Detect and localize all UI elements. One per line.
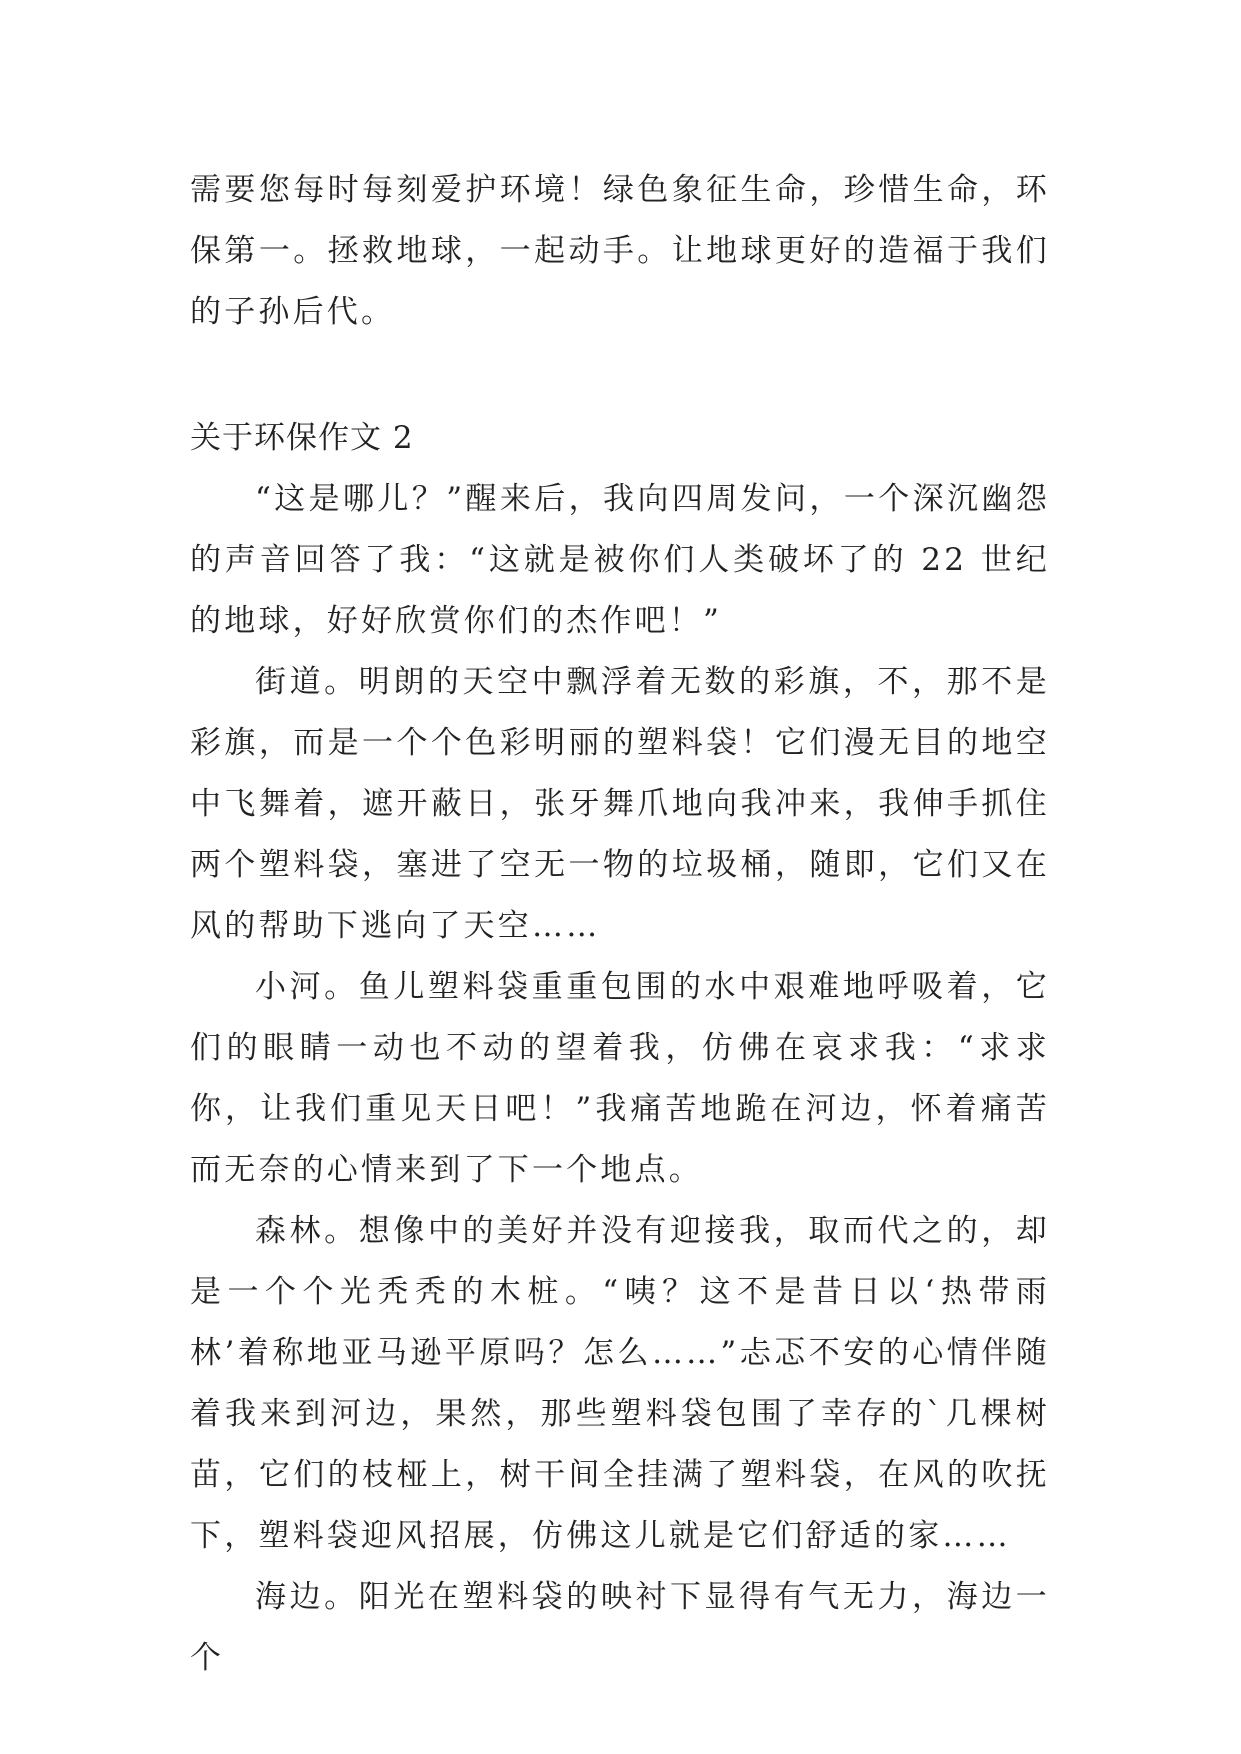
section-title: 关于环保作文 2: [190, 420, 414, 456]
document-body: [190, 160, 1050, 1689]
paragraph-wake-up: “这是哪儿？”醒来后，我向四周发问，一个深沉幽怨的声音回答了我：“这就是被你们人类破坏了的 22 世纪的地球，好好欣赏你们的杰作吧！”: [190, 481, 1050, 639]
intro-paragraph: 需要您每时每刻爱护环境！绿色象征生命，珍惜生命，环保第一。拯救地球，一起动手。让地球更好的造福于我们的子孙后代。: [190, 172, 1050, 330]
paragraph-street: 街道。明朗的天空中飘浮着无数的彩旗，不，那不是彩旗，而是一个个色彩明丽的塑料袋！它们漫无目的地空中飞舞着，遮开蔽日，张牙舞爪地向我冲来，我伸手抓住两个塑料袋，塞进了空无一物的垃圾桶，随即，它们又在风的帮助下逃向了天空……: [190, 664, 1050, 944]
paragraph-river: 小河。鱼儿塑料袋重重包围的水中艰难地呼吸着，它们的眼睛一动也不动的望着我，仿佛在哀求我：“求求你，让我们重见天日吧！”我痛苦地跪在河边，怀着痛苦而无奈的心情来到了下一个地点。: [190, 969, 1050, 1188]
paragraph-seaside: 海边。阳光在塑料袋的映衬下显得有气无力，海边一个: [190, 1579, 1050, 1676]
paragraph-forest: 森林。想像中的美好并没有迎接我，取而代之的，却是一个个光秃秃的木桩。“咦？这不是昔日以‘热带雨林’着称地亚马逊平原吗？怎么……”忐忑不安的心情伴随着我来到河边，果然，那些塑料袋包围了幸存的`几棵树苗，它们的枝桠上，树干间全挂满了塑料袋，在风的吹抚下，塑料袋迎风招展，仿佛这儿就是它们舒适的家……: [190, 1213, 1050, 1554]
